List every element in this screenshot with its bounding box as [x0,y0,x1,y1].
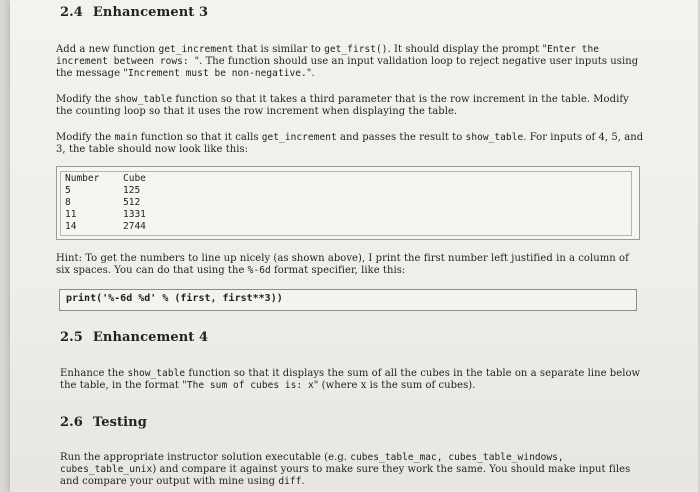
text-run: . [301,476,305,487]
code-run: cubes_table_mac, cubes_table_windows, cubes_table_unix [60,452,564,475]
text-run: Hint: To get the numbers to line up nicely (as shown above), I print the first number left justified in a column of six spaces. You can do that using the [56,253,629,276]
output-table-frame [60,171,632,236]
text-run: . It should display the prompt " [387,44,548,55]
paragraph-show-table [56,94,646,118]
code-run: show_table [127,368,186,379]
code-run: The sum of cubes is: x [186,380,314,391]
text-run: function so that it calls [137,132,262,143]
output-table-box [56,166,640,240]
cell-number: 11 [65,209,77,220]
section-heading-2-4 [60,5,208,20]
code-run: get_first() [324,44,388,55]
code-run: %-6d [247,265,271,276]
text-run: ) and compare it against yours to make sure they work the same. You should make input files and compare your output with mine using [60,464,631,487]
paragraph-get-increment [56,44,646,80]
section-heading-2-6 [60,415,147,430]
code-run: diff [278,476,302,487]
text-run: function so that it displays the sum of all the cubes in the table on a separate line below the table, in the format " [60,368,641,391]
column-header-number: Number [65,173,100,184]
section-heading-2-5 [60,330,208,345]
text-run: Modify the [56,94,115,105]
text-run: and passes the result to [336,132,466,143]
table-row [65,221,183,233]
code-run: get_increment [158,44,234,55]
text-run: ". [306,68,315,79]
section-number: 2.5 [60,330,83,345]
cell-number: 5 [65,185,71,196]
text-run: Run the appropriate instructor solution executable (e.g. [60,452,351,463]
section-title: Enhancement 3 [92,5,209,20]
code-run: main [114,132,138,143]
text-run: Enhance the [60,368,128,379]
code-example-box [59,289,637,311]
cell-number: 14 [65,221,77,232]
section-title: Enhancement 4 [92,330,209,345]
paragraph-main [56,132,646,156]
text-run: Add a new function [56,44,159,55]
paragraph-sum-of-cubes [60,368,650,392]
text-run: " (where x is the sum of cubes). [313,380,476,391]
code-run: show_table [465,132,524,143]
text-run: function so that it takes a third parameter that is the row increment in the table. Modify the counting loop so that it uses the row increment when displaying the table. [56,94,629,117]
table-row [65,197,183,209]
section-title: Testing [92,415,147,430]
text-run: that is similar to [233,44,325,55]
table-row [65,185,183,197]
paragraph-testing [60,452,650,488]
hint-paragraph [56,253,646,277]
table-header-row [65,173,183,185]
section-number: 2.6 [60,415,83,430]
code-run: Enter the increment between rows: [56,44,599,67]
text-run: format specifier, like this: [270,265,406,276]
section-number: 2.4 [60,5,83,20]
code-example: print('%-6d %d' % (first, first**3)) [66,293,283,304]
cell-cube: 2744 [123,221,146,232]
table-row [65,209,183,221]
code-run: show_table [114,94,173,105]
cell-cube: 125 [123,185,141,196]
cell-cube: 512 [123,197,141,208]
text-run: . For inputs of 4, 5, and 3, the table should now look like this: [56,132,644,155]
cell-cube: 1331 [123,209,146,220]
code-run: get_increment [261,132,337,143]
text-run: ". The function should use an input validation loop to reject negative user inputs using the message " [56,56,639,79]
output-table [65,173,183,233]
code-run: Increment must be non-negative. [127,68,307,79]
document-page [10,0,698,492]
text-run: Modify the [56,132,115,143]
column-header-cube: Cube [123,173,146,184]
cell-number: 8 [65,197,71,208]
